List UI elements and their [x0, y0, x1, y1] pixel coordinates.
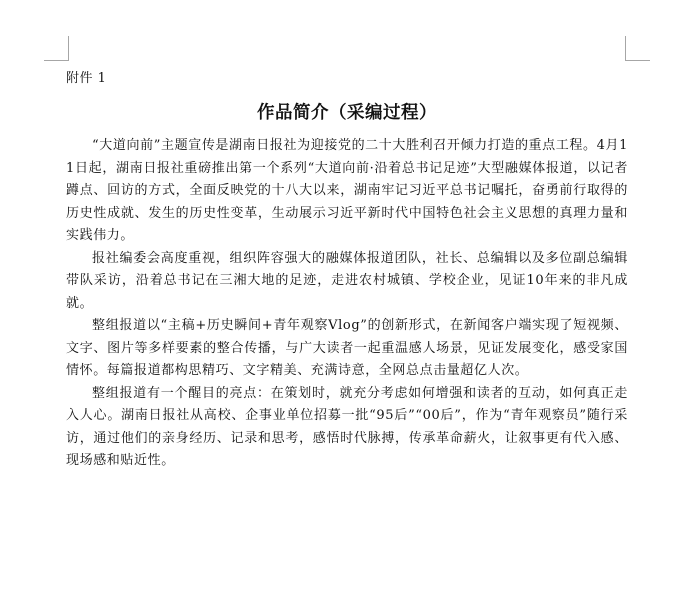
crop-mark-top-right: [625, 36, 650, 61]
paragraph-1: “大道向前”主题宣传是湖南日报社为迎接党的二十大胜利召开倾力打造的重点工程。4月11日起，湖南日报社重磅推出第一个系列“大道向前·沿着总书记足迹”大型融媒体报道，以记者蹲点、回访的方式，全面反映党的十八大以来，湖南牢记习近平总书记嘱托，奋勇前行取得的历史性成就、发生的历史性变革，生动展示习近平新时代中国特色社会主义思想的真理力量和实践伟力。: [66, 138, 628, 243]
document-title: 作品简介（采编过程）: [257, 103, 437, 123]
crop-mark-top-left: [44, 36, 69, 61]
paragraph-4: 整组报道有一个醒目的亮点：在策划时，就充分考虑如何增强和读者的互动，如何真正走入人心。湖南日报社从高校、企事业单位招募一批“95后”“00后”，作为“青年观察员”随行采访，通过他们的亲身经历、记录和思考，感悟时代脉搏，传承革命薪火，让叙事更有代入感、现场感和贴近性。: [66, 385, 628, 468]
document-body: [66, 135, 628, 473]
paragraph-3: 整组报道以“主稿+历史瞬间+青年观察Vlog”的创新形式，在新闻客户端实现了短视频、文字、图片等多样要素的整合传播，与广大读者一起重温感人场景，见证发展变化，感受家国情怀。每篇报道都构思精巧、文字精美、充满诗意，全网总点击量超亿人次。: [66, 318, 628, 378]
paragraph-2: 报社编委会高度重视，组织阵容强大的融媒体报道团队，社长、总编辑以及多位副总编辑带队采访，沿着总书记在三湘大地的足迹，走进农村城镇、学校企业，见证10年来的非凡成就。: [66, 250, 628, 311]
attachment-label: 附件 1: [66, 71, 107, 86]
